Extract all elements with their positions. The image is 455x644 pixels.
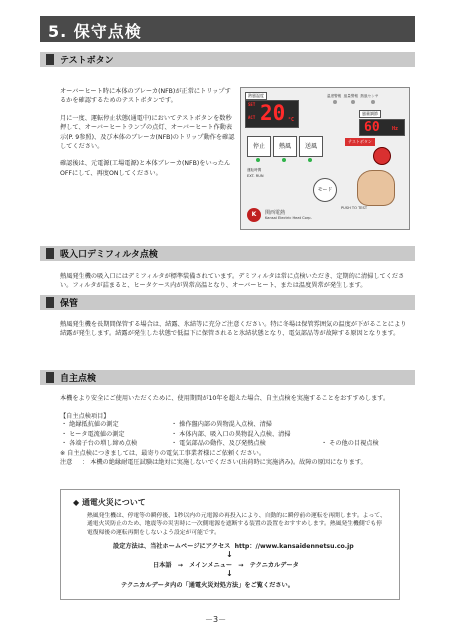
heading-bullet	[46, 248, 54, 259]
filter-description: 熱風発生機の吸入口にはデミフィルタが標準装備されています。デミフィルタは常に点検いただき、定期的に清掃してください。フィルタが詰まると、ヒータケース内が異常高温となり、オーバーヒート、または温度異常が発生します。	[60, 273, 405, 290]
notice-title: ◆ 通電火災について	[73, 498, 146, 507]
ext-run-label: EXT. RUN	[247, 174, 264, 178]
list-item: ・ 各端子台の増し締め点検 ・ 電気部品の動作、及び発熱点検 ・ その他の目視点検	[61, 440, 379, 447]
arrow-down-icon: ↓	[226, 569, 233, 578]
notice-body: 熱風発生機は、停電等の瞬停後、1秒以内の元電源の再投入により、自動的に瞬停前の運転を再開します。よって、通電火災防止のため、地震等の災害時に一次側電源を遮断する装置の設置をおすすめします。熱風発生機側でも停電復帰後の運転再開をしないよう設定が可能です。	[87, 513, 386, 536]
panel-airflow-label: 風量調節	[359, 110, 381, 118]
inspection-description: 本機をより安全にご使用いただくために、使用期間が10年を超えた場合、自主点検を実施することをおすすめします。	[60, 395, 390, 402]
storage-description: 熱風発生機を長期間保管する場合は、結露、氷結等に充分ご注意ください。特に冬場は保管雰囲気の温度が下がることにより結露が発生します。結露が発生した状態で低温下に保管されると氷結状態となり、電気部品等が故障する原因となります。	[60, 321, 407, 338]
test-para-2: 月に一度、運転停止状態(通電中)においてテストボタンを数秒押して、オーバーヒートランプの点灯、オーバーヒート作動表示(P. 9参照)、及び本体のブレーカ(NFB)のトリップ動作を確認してください。	[60, 114, 235, 151]
inspection-note: ※ 自主点検につきましては、最寄りの電気工事業者様にご依頼ください。	[60, 450, 266, 457]
arrow-down-icon: ↓	[226, 550, 233, 559]
push-to-test-label: PUSH TO TEST	[341, 206, 368, 210]
inspection-list-title: 【自主点検項目】	[60, 413, 110, 420]
notice-nav-path: 日本語 → メインメニュー → テクニカルデータ	[153, 562, 299, 569]
set-label: SET	[248, 102, 256, 107]
section-heading-test	[40, 52, 415, 67]
section-heading-inspection	[40, 370, 415, 385]
section-heading-storage	[40, 295, 415, 310]
finger-illustration	[357, 170, 395, 206]
test-description	[60, 87, 235, 186]
heading-text: 自主点検	[60, 374, 97, 384]
test-button-label: テストボタン	[345, 138, 375, 146]
fan-led	[308, 158, 312, 162]
list-item: ・ 絶縁抵抗値の測定 ・ 操作盤内部の異物混入点検、清掃	[61, 421, 272, 428]
caution-text: ： 本機の絶縁耐電圧試験は絶対に実施しないでください(出荷時に実施済み)。故障の原因になります。	[82, 459, 367, 466]
heading-bullet	[46, 297, 54, 308]
runtime-label: 運転時間	[247, 168, 262, 172]
inspection-checklist	[61, 420, 416, 449]
test-para-3: 確認後は、元電源(工場電源)と本体ブレーカ(NFB)をいったんOFFにして、再度ONしてください。	[60, 160, 231, 177]
power-fire-notice-box	[60, 489, 400, 600]
panel-alarm-labels: 温度警報 風量警報 熱風センサ	[327, 94, 379, 98]
act-label: ACT	[248, 115, 256, 120]
heading-text: 吸入口デミフィルタ点検	[60, 250, 158, 260]
notice-final: テクニカルデータ内の「通電火災対処方法」をご覧ください。	[121, 582, 294, 589]
airflow-unit: Hz	[392, 126, 399, 132]
temp-unit: °C	[288, 117, 295, 123]
overheat-led	[371, 100, 375, 104]
page-title: 5. 保守点検	[48, 22, 142, 41]
temp-alarm-led	[333, 100, 337, 104]
section-heading-filter	[40, 246, 415, 261]
temp-value: 20	[260, 101, 286, 125]
airflow-value: 60	[364, 120, 380, 135]
page-title-bar	[40, 16, 415, 42]
flow-alarm-led	[351, 100, 355, 104]
fan-button[interactable]: 送風	[299, 136, 323, 157]
caution-label: 注意	[60, 459, 73, 466]
homepage-link[interactable]: http：//www.kansaidennetsu.co.jp	[234, 543, 354, 550]
stop-led	[256, 158, 260, 162]
heading-text: テストボタン	[60, 56, 114, 66]
notice-method: 設定方法は、当社ホームページにアクセス http：//www.kansaidennetsu.co.jp	[113, 543, 354, 550]
mode-button[interactable]: モード	[313, 178, 337, 202]
stop-button[interactable]: 停止	[247, 136, 271, 157]
heading-text: 保管	[60, 299, 79, 309]
heading-bullet	[46, 372, 54, 383]
airflow-display	[359, 119, 405, 136]
inspection-caution	[60, 458, 412, 467]
brand-sub: Kansai Electric Heat Corp.	[265, 216, 312, 220]
heat-button[interactable]: 熱風	[273, 136, 297, 157]
list-item: ・ ヒータ電流値の測定 ・ 本体内部、吸入口の異物混入点検、清掃	[61, 430, 291, 438]
test-button[interactable]	[373, 147, 391, 165]
brand-logo-icon: K	[247, 208, 261, 222]
control-panel-illustration	[240, 87, 410, 230]
heat-led	[282, 158, 286, 162]
heading-bullet	[46, 54, 54, 65]
brand-name: 関西電熱	[265, 210, 286, 216]
test-para-1: オーバーヒート時に本体のブレーカ(NFB)が正常にトリップするかを確認するためのテストボタンです。	[60, 88, 231, 105]
panel-temp-label: 熱風温度	[245, 92, 267, 100]
temp-display	[245, 100, 299, 128]
page-number: －3－	[205, 615, 227, 624]
